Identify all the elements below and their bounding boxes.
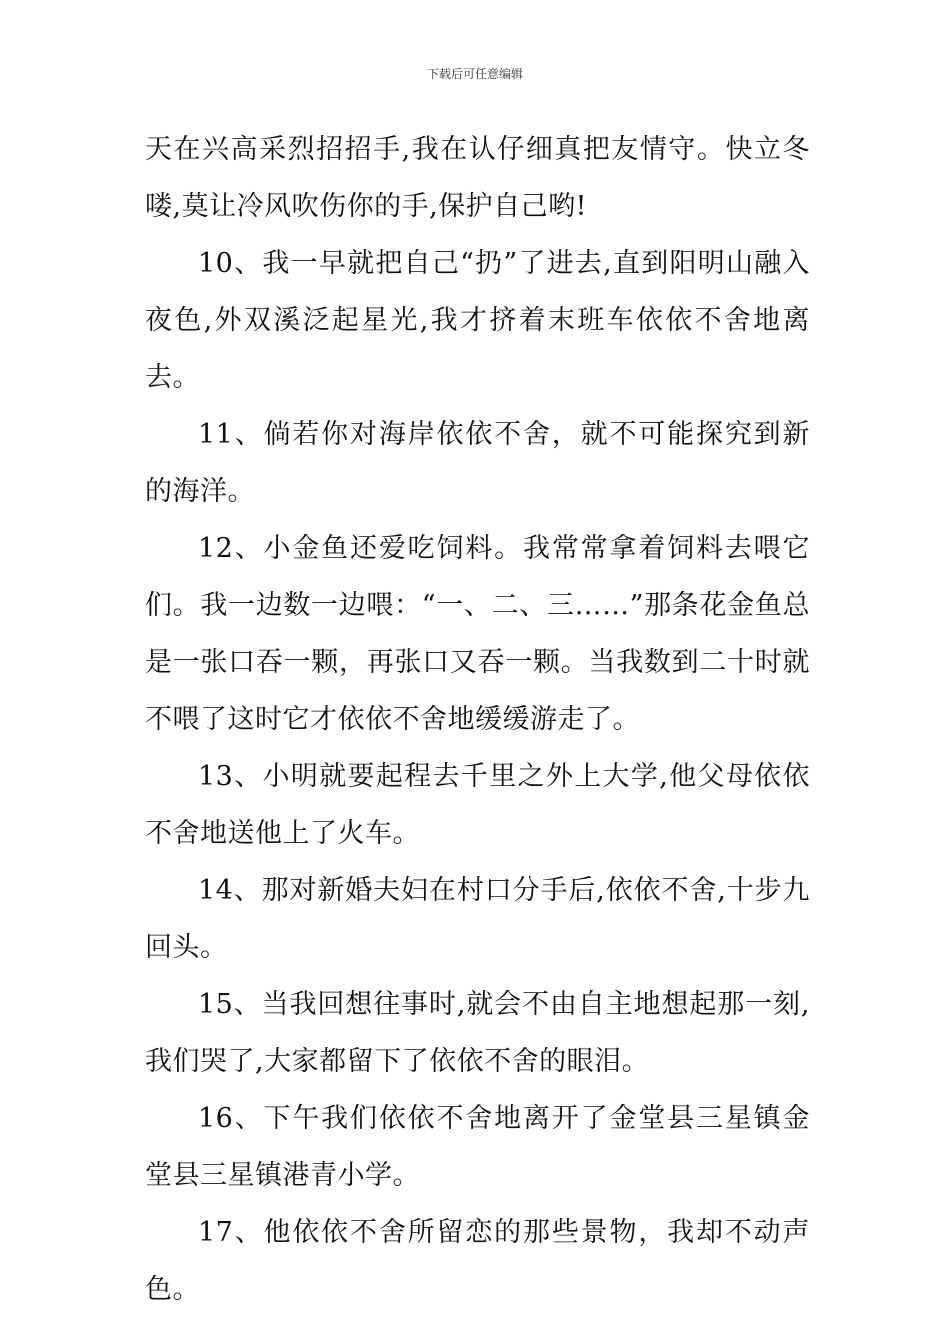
document-body xyxy=(145,121,810,1318)
paragraph-13: 13、小明就要起程去千里之外上大学,他父母依依不舍地送他上了火车。 xyxy=(145,761,810,849)
paragraph-14: 14、那对新婚夫妇在村口分手后,依依不舍,十步九回头。 xyxy=(145,875,810,963)
paragraph-10: 10、我一早就把自己“扔”了进去,直到阳明山融入夜色,外双溪泛起星光,我才挤着末班车依依不舍地离去。 xyxy=(145,248,810,393)
paragraph-12: 12、小金鱼还爱吃饲料。我常常拿着饲料去喂它们。我一边数一边喂：“一、二、三……”那条花金鱼总是一张口吞一颗，再张口又吞一颗。当我数到二十时就不喂了这时它才依依不舍地缓缓游走了。 xyxy=(145,533,810,735)
paragraph-11: 11、倘若你对海岸依依不舍，就不可能探究到新的海洋。 xyxy=(145,419,810,507)
paragraph-17: 17、他依依不舍所留恋的那些景物，我却不动声色。 xyxy=(145,1217,810,1305)
paragraph-16: 16、下午我们依依不舍地离开了金堂县三星镇金堂县三星镇港青小学。 xyxy=(145,1103,810,1191)
paragraph-continuation: 天在兴高采烈招招手,我在认仔细真把友情守。快立冬喽,莫让冷风吹伤你的手,保护自己哟! xyxy=(145,134,810,222)
paragraph-15: 15、当我回想往事时,就会不由自主地想起那一刻,我们哭了,大家都留下了依依不舍的眼泪。 xyxy=(145,989,810,1077)
page-header-note: 下载后可任意编辑 xyxy=(426,67,523,81)
